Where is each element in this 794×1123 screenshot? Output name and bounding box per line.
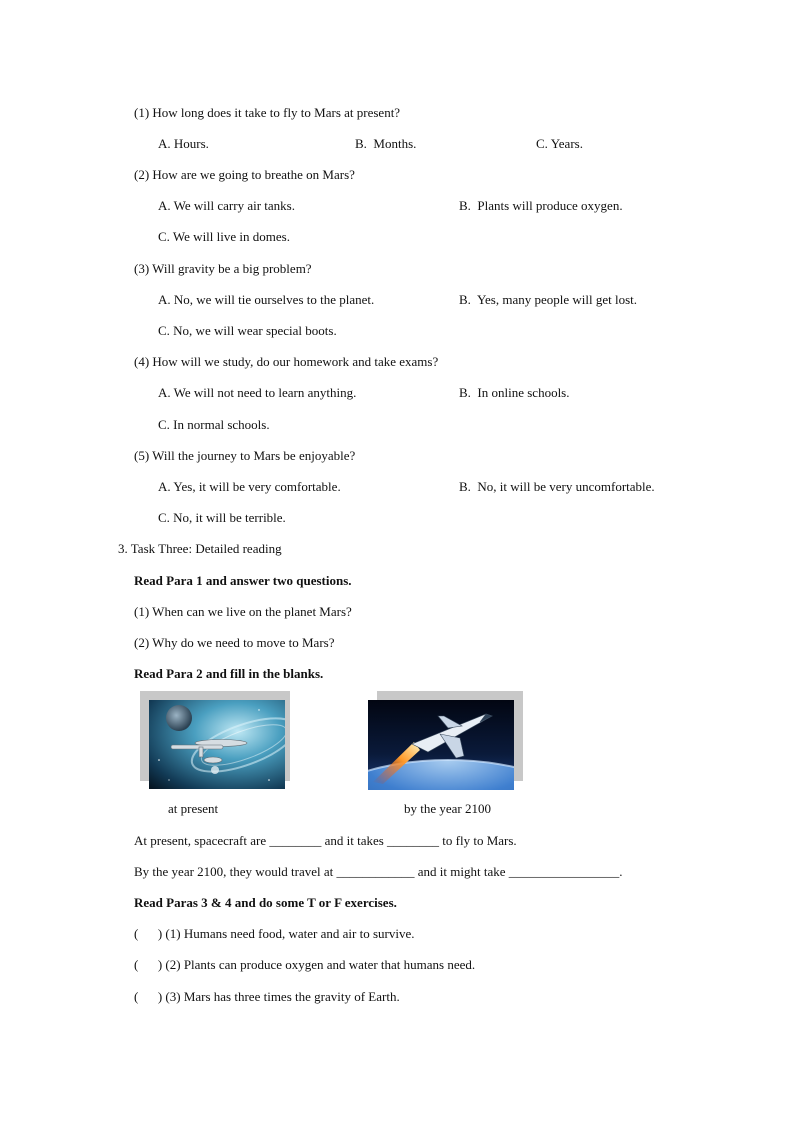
q3-option-a: A. No, we will tie ourselves to the planet. [158,292,375,307]
q5-option-a: A. Yes, it will be very comfortable. [158,479,341,494]
q1-option-c: C. Years. [536,136,583,151]
q4-option-c: C. In normal schools. [158,417,270,432]
fill-blank-line-1: At present, spacecraft are ________ and it takes ________ to fly to Mars. [134,833,517,848]
para1-question-1: (1) When can we live on the planet Mars? [134,604,352,619]
para34-instruction: Read Paras 3 & 4 and do some T or F exercises. [134,895,397,910]
para2-instruction: Read Para 2 and fill in the blanks. [134,666,324,681]
q1-option-b: B. Months. [355,136,417,151]
q5-option-c: C. No, it will be terrible. [158,510,286,525]
q3-option-c: C. No, we will wear special boots. [158,323,337,338]
q4-question: (4) How will we study, do our homework and take exams? [134,354,439,369]
q1-question: (1) How long does it take to fly to Mars at present? [134,105,401,120]
caption-year-2100: by the year 2100 [404,801,492,816]
space-shuttle-launch-image [368,700,514,790]
fill-blank-line-2: By the year 2100, they would travel at ____________ and it might take _________________. [134,864,623,879]
para1-question-2: (2) Why do we need to move to Mars? [134,635,335,650]
q5-question: (5) Will the journey to Mars be enjoyable? [134,448,356,463]
task3-heading: 3. Task Three: Detailed reading [118,541,282,556]
starship-in-space-image [149,700,285,789]
q4-option-b: B. In online schools. [459,385,570,400]
q2-option-b: B. Plants will produce oxygen. [459,198,623,213]
q5-option-b: B. No, it will be very uncomfortable. [459,479,655,494]
caption-at-present: at present [168,801,219,816]
tf-statement-2: ( ) (2) Plants can produce oxygen and water that humans need. [134,957,476,972]
q1-option-a: A. Hours. [158,136,209,151]
q2-option-c: C. We will live in domes. [158,229,290,244]
starship-illustration [149,700,285,789]
tf-statement-1: ( ) (1) Humans need food, water and air to survive. [134,926,415,941]
q3-option-b: B. Yes, many people will get lost. [459,292,638,307]
tf-statement-3: ( ) (3) Mars has three times the gravity of Earth. [134,989,400,1004]
shuttle-illustration [368,700,514,790]
para1-instruction: Read Para 1 and answer two questions. [134,573,352,588]
q2-question: (2) How are we going to breathe on Mars? [134,167,355,182]
q4-option-a: A. We will not need to learn anything. [158,385,357,400]
q2-option-a: A. We will carry air tanks. [158,198,295,213]
q3-question: (3) Will gravity be a big problem? [134,261,312,276]
